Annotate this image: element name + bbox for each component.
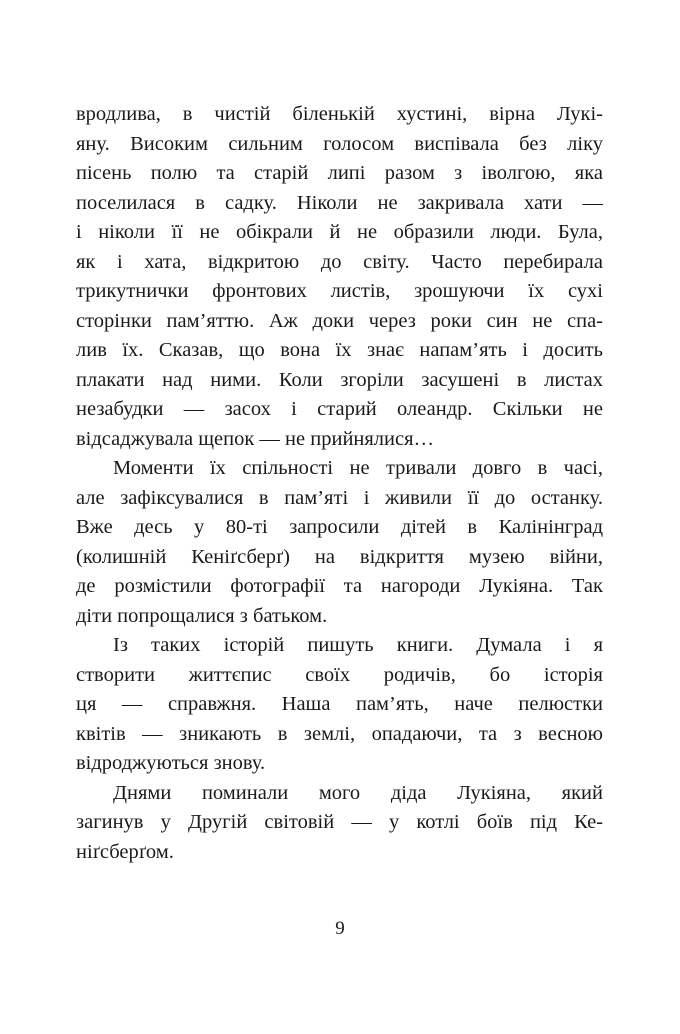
text-line: загинув у Другій світовій — у котлі боїв під Ке- (76, 811, 603, 833)
text-line: але зафіксувалися в пам’яті і живили її до останку. (76, 486, 603, 509)
text-line: Моменти їх спільності не тривали довго в часі, (113, 457, 603, 479)
text-line: вродлива, в чистій біленькій хустині, вірна Лукі- (76, 103, 603, 125)
paragraph-3 (76, 631, 603, 779)
text-line: відроджуються знову. (76, 752, 266, 774)
text-line: ніґсберґом. (76, 840, 174, 863)
text-line: як і хата, відкритою до світу. Часто перебирала (76, 250, 603, 273)
text-line: Вже десь у 80-ті запросили дітей в Калінінград (76, 516, 603, 538)
text-line: де розмістили фотографії та нагороди Лукіяна. Так (76, 575, 603, 597)
text-line: сторінки пам’яттю. Аж доки через роки син не спа- (76, 309, 603, 332)
text-line: Із таких історій пишуть книги. Думала і я (113, 634, 603, 656)
text-line: плакати над ними. Коли згоріли засушені в листах (76, 368, 603, 391)
paragraph-2 (76, 454, 603, 631)
text-line: ця — справжня. Наша пам’ять, наче пелюстки (76, 693, 603, 715)
text-line: трикутнички фронтових листів, зрошуючи їх сухі (76, 280, 603, 302)
text-line: поселилася в садку. Ніколи не закривала хати — (76, 191, 603, 214)
text-line: (колишній Кеніґсберґ) на відкриття музею війни, (76, 545, 603, 568)
paragraph-1 (76, 100, 603, 454)
text-line: квітів — зникають в землі, опадаючи, та з весною (76, 722, 603, 745)
text-line: лив їх. Сказав, що вона їх знає напам’ять і досить (76, 339, 603, 361)
text-line: незабудки — засох і старий олеандр. Скільки не (76, 398, 603, 420)
text-line: створити життєпис своїх родичів, бо історія (76, 663, 603, 686)
text-line: відсаджувала щепок — не прийнялися… (76, 427, 435, 450)
text-line: діти попрощалися з батьком. (76, 604, 328, 627)
text-line: яну. Високим сильним голосом виспівала без ліку (76, 132, 603, 155)
text-line: і ніколи її не обікрали й не образили люди. Була, (76, 221, 603, 243)
text-line: Днями поминали мого діда Лукіяна, який (113, 781, 603, 804)
paragraph-4 (76, 779, 603, 868)
text-line: пісень полю та старій липі разом з іволгою, яка (76, 162, 603, 184)
page-number: 9 (335, 918, 345, 939)
page-body-text (76, 100, 603, 867)
